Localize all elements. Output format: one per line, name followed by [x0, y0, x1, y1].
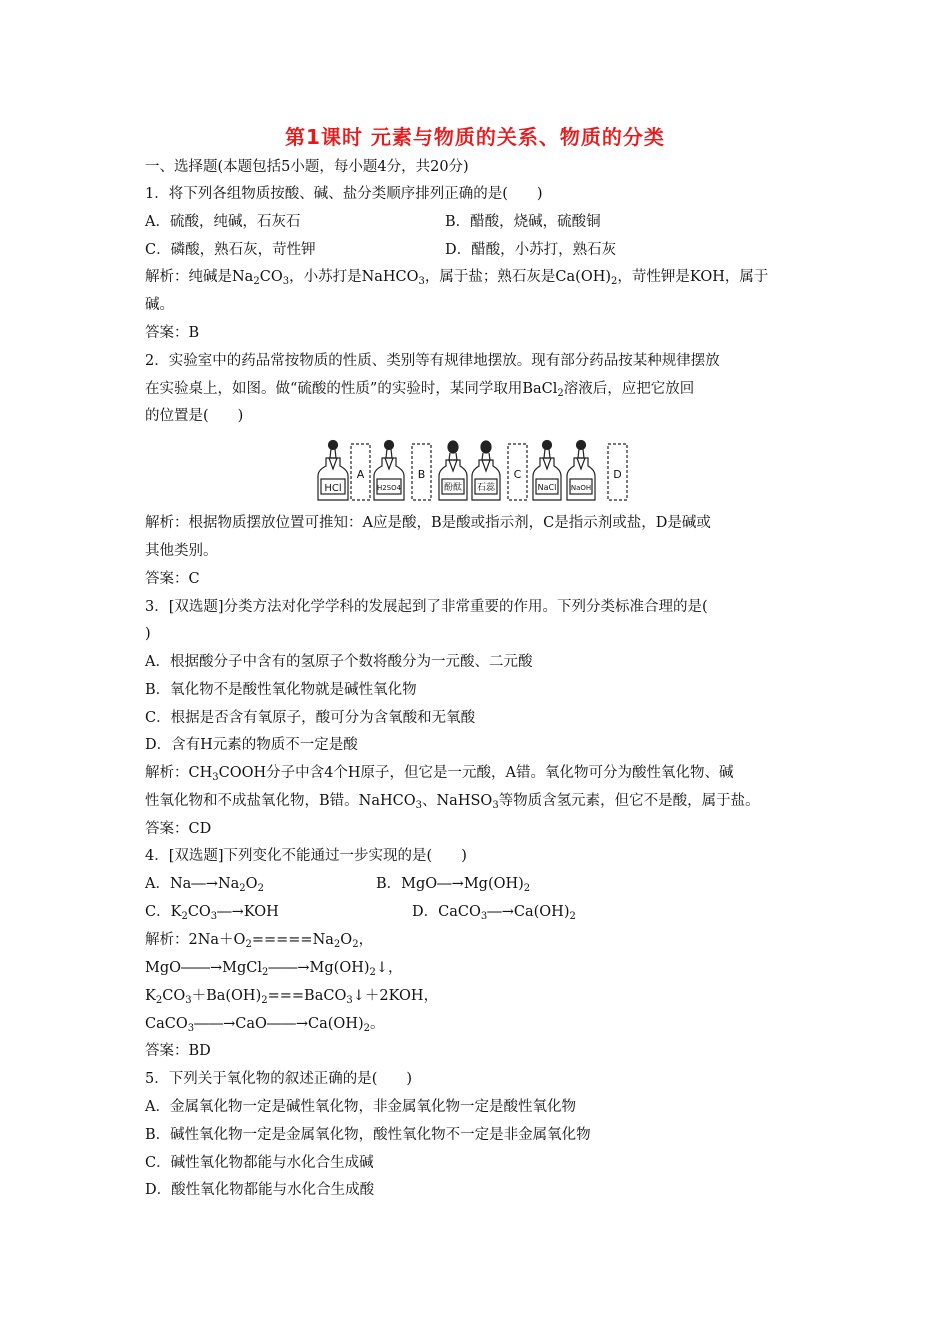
q1-option-b: B．醋酸，烧碱，硫酸铜 [445, 214, 601, 230]
bottle-label-phenolphthalein: 酚酞 [443, 483, 463, 493]
q1-option-d: D．醋酸，小苏打，熟石灰 [445, 242, 617, 258]
q1-option-c: C．磷酸，熟石灰，苛性钾 [145, 242, 316, 258]
q4-option-a: A．$Na―\to Na_2O_2$ [145, 876, 264, 894]
q5-option-b: B．碱性氧化物一定是金属氧化物，酸性氧化物不一定是非金属氧化物 [145, 1127, 591, 1143]
q5-option-c: C．碱性氧化物都能与水化合生成碱 [145, 1155, 374, 1171]
q3-answer: 答案：CD [145, 821, 212, 837]
q2-stem-line1: 2．实验室中的药品常按物质的性质、类别等有规律地摆放。现有部分药品按某种规律摆放 [145, 353, 720, 369]
slot-label-c: C [513, 468, 522, 481]
q1-option-a: A．硫酸，纯碱，石灰石 [145, 214, 301, 230]
q3-stem-line2: ) [145, 626, 151, 642]
bottle-label-hcl: HCl [324, 483, 342, 494]
reagent-shelf-figure [316, 438, 636, 504]
q1-stem: 1．将下列各组物质按酸、碱、盐分类顺序排列正确的是( ) [145, 186, 543, 202]
q3-option-b: B．氧化物不是酸性氧化物就是碱性氧化物 [145, 682, 417, 698]
q4-analysis-line3: $K_2CO_3+Ba(OH)_2===BaCO_3↓+2KOH$， [145, 988, 439, 1006]
q5-stem: 5．下列关于氧化物的叙述正确的是( ) [145, 1071, 413, 1087]
q2-analysis-line2: 其他类别。 [145, 543, 218, 559]
q2-stem-line3: 的位置是( ) [145, 408, 244, 424]
q2-stem-line2: 在实验桌上，如图。做“硫酸的性质”的实验时，某同学取用BaCl$_2$溶液后，应把它放回 [145, 381, 695, 399]
q4-option-c: C．$K_2CO_3―\to KOH$ [145, 904, 279, 922]
slot-label-b: B [417, 468, 426, 481]
q3-analysis-line2: 性氧化物和不成盐氧化物，B错。NaHCO$_3$、NaHSO$_3$等物质含氢元素，但它不是酸，属于盐。 [145, 793, 760, 811]
q4-option-b: B．$MgO―\to Mg(OH)_2$ [376, 876, 531, 894]
slot-label-a: A [356, 468, 365, 481]
bottle-label-naoh: NaOH [570, 484, 592, 492]
bottle-label-litmus: 石蕊 [476, 483, 496, 493]
page-title: 第1课时 元素与物质的关系、物质的分类 [285, 125, 665, 149]
q5-option-d: D．酸性氧化物都能与水化合生成酸 [145, 1182, 375, 1198]
q1-analysis-line1: 解析：纯碱是$Na_2CO_3$，小苏打是NaHCO$_3$，属于盐；熟石灰是$Ca(OH)_2$，苛性钾是KOH，属于 [145, 269, 769, 287]
q4-answer: 答案：BD [145, 1043, 211, 1059]
q4-analysis-line4: $CaCO_3――\to CaO――\to Ca(OH)_2$。 [145, 1016, 385, 1034]
q3-analysis-line1: 解析：$CH_3COOH$分子中含4个H原子，但它是一元酸，A错。氧化物可分为酸性氧化物、碱 [145, 765, 734, 783]
q3-option-c: C．根据是否含有氧原子，酸可分为含氧酸和无氧酸 [145, 710, 476, 726]
q2-analysis-line1: 解析：根据物质摆放位置可推知：A应是酸，B是酸或指示剂，C是指示剂或盐，D是碱或 [145, 515, 711, 531]
q4-option-d: D．$CaCO_3―\to Ca(OH)_2$ [412, 904, 576, 922]
q5-option-a: A．金属氧化物一定是碱性氧化物，非金属氧化物一定是酸性氧化物 [145, 1099, 576, 1115]
bottle-label-h2so4: H2SO4 [376, 484, 402, 492]
q4-stem: 4．[双选题]下列变化不能通过一步实现的是( ) [145, 848, 467, 864]
q4-analysis-line2: $MgO――\to MgCl_2――\to Mg(OH)_2↓$， [145, 960, 403, 978]
section-heading: 一、选择题(本题包括5小题，每小题4分，共20分) [145, 159, 469, 175]
q1-analysis-line2: 碱。 [145, 297, 174, 313]
bottle-label-nacl: NaCl [537, 483, 557, 492]
q3-option-d: D．含有H元素的物质不一定是酸 [145, 737, 358, 753]
q3-stem-line1: 3．[双选题]分类方法对化学学科的发展起到了非常重要的作用。下列分类标准合理的是( [145, 599, 708, 615]
q2-answer: 答案：C [145, 571, 200, 587]
slot-label-d: D [613, 468, 622, 481]
q4-analysis-line1: 解析：$2Na+O_2=====Na_2O_2$， [145, 932, 374, 950]
q1-answer: 答案：B [145, 325, 200, 341]
q3-option-a: A．根据酸分子中含有的氢原子个数将酸分为一元酸、二元酸 [145, 654, 533, 670]
